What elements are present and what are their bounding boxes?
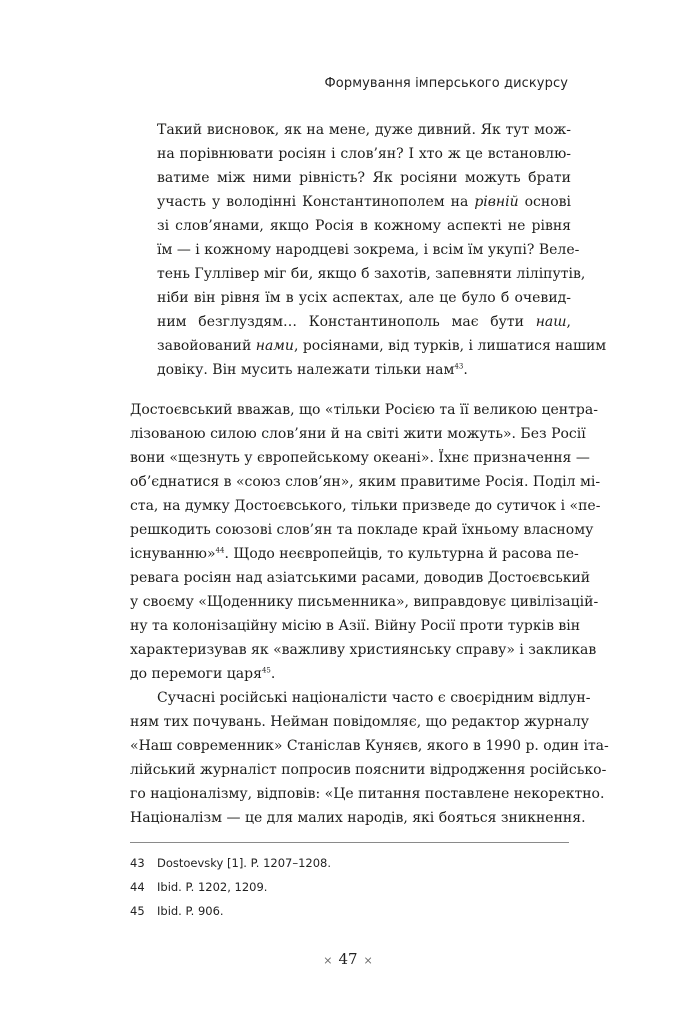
- paragraph-line: існуванню»$^{44}$. Щодо неєвропейців, то культурна й расова пе-: [130, 546, 579, 562]
- quote-line: ватиме між ними рівність? Як росіяни можуть брати: [157, 170, 571, 186]
- ornament-left: ×: [323, 954, 333, 967]
- running-head: Формування імперського дискурсу: [324, 76, 568, 91]
- paragraph-line: до перемоги царя$^{45}$.: [130, 666, 276, 682]
- footnote: [130, 856, 331, 870]
- footnote-divider: [130, 842, 569, 843]
- paragraph-line: у своєму «Щоденнику письменника», виправдовує цивілізацій-: [130, 594, 599, 610]
- paragraph-line: «Наш современник» Станіслав Куняєв, якого в 1990 р. один іта-: [130, 738, 609, 754]
- footnote-number: 44: [130, 880, 145, 894]
- emphasis: нами: [255, 338, 294, 354]
- emphasis: наш: [535, 314, 567, 330]
- footnote-text: Ibid. P. 906.: [157, 904, 224, 918]
- paragraph-line: ну та колонізаційну місію в Азії. Війну Росії проти турків він: [130, 618, 581, 634]
- paragraph-line: Достоєвський вважав, що «тільки Росією та її великою центра-: [130, 402, 598, 418]
- quote-line: довіку. Він мусить належати тільки нам$^{43}$.: [157, 362, 468, 378]
- quote-line: Такий висновок, як на мене, дуже дивний. Як тут мож-: [157, 122, 571, 138]
- paragraph-line: вони «щезнуть у європейському океані». Їхнє призначення —: [130, 450, 590, 466]
- footnote-text: Dostoevsky [1]. P. 1207–1208.: [157, 856, 332, 870]
- paragraph-line: решкодить союзові слов’ян та покладе край їхньому власному: [130, 522, 594, 538]
- ornament-right: ×: [363, 954, 373, 967]
- quote-line: ним безглуздям… Константинополь має бути наш,: [157, 314, 571, 330]
- footnote: [130, 880, 267, 894]
- quote-line: їм — і кожному народцеві зокрема, і всім їм укупі? Веле-: [157, 242, 580, 258]
- footnote: [130, 904, 224, 918]
- paragraph-line: характеризував як «важливу християнську справу» і закликав: [130, 642, 597, 658]
- quote-line: участь у володінні Константинополем на рівній основі: [157, 194, 572, 210]
- paragraph-line: ревага росіян над азіатськими расами, доводив Достоєвський: [130, 570, 591, 586]
- paragraph-line: об’єднатися в «союз слов’ян», яким правитиме Росія. Поділ мі-: [130, 474, 601, 490]
- footnote-number: 45: [130, 904, 145, 918]
- paragraph-line: лізованою силою слов’яни й на світі жити можуть». Без Росії: [130, 426, 586, 442]
- quote-line: тень Гуллівер міг би, якщо б захотів, запевняти ліліпутів,: [157, 266, 586, 282]
- paragraph-line: го націоналізму, відповів: «Це питання поставлене некоректно.: [130, 786, 605, 802]
- quote-line: зі слов’янами, якщо Росія в кожному аспекті не рівня: [157, 218, 571, 234]
- page-number: 47: [338, 950, 358, 968]
- paragraph-line: ням тих почувань. Нейман повідомляє, що редактор журналу: [130, 714, 589, 730]
- quote-line: завойований нами, росіянами, від турків, і лишатися нашим: [157, 338, 607, 354]
- footnote-ref[interactable]: 45: [261, 666, 271, 675]
- quote-line: на порівнювати росіян і слов’ян? І хто ж це встановлю-: [157, 146, 571, 162]
- page-folio: [0, 950, 696, 968]
- footnote-ref[interactable]: 44: [215, 546, 225, 555]
- paragraph-line: ста, на думку Достоєвського, тільки призведе до сутичок і «пе-: [130, 498, 601, 514]
- paragraph-line: лійський журналіст попросив пояснити відродження російсько-: [130, 762, 607, 778]
- emphasis: рівній: [474, 194, 519, 210]
- footnote-ref[interactable]: 43: [454, 362, 464, 371]
- paragraph-line: Сучасні російські націоналісти часто є своєрідним відлун-: [157, 690, 591, 706]
- footnote-number: 43: [130, 856, 145, 870]
- footnote-text: Ibid. P. 1202, 1209.: [157, 880, 268, 894]
- paragraph-line: Націоналізм — це для малих народів, які бояться зникнення.: [130, 810, 586, 826]
- quote-line: ніби він рівня їм в усіх аспектах, але це було б очевид-: [157, 290, 571, 306]
